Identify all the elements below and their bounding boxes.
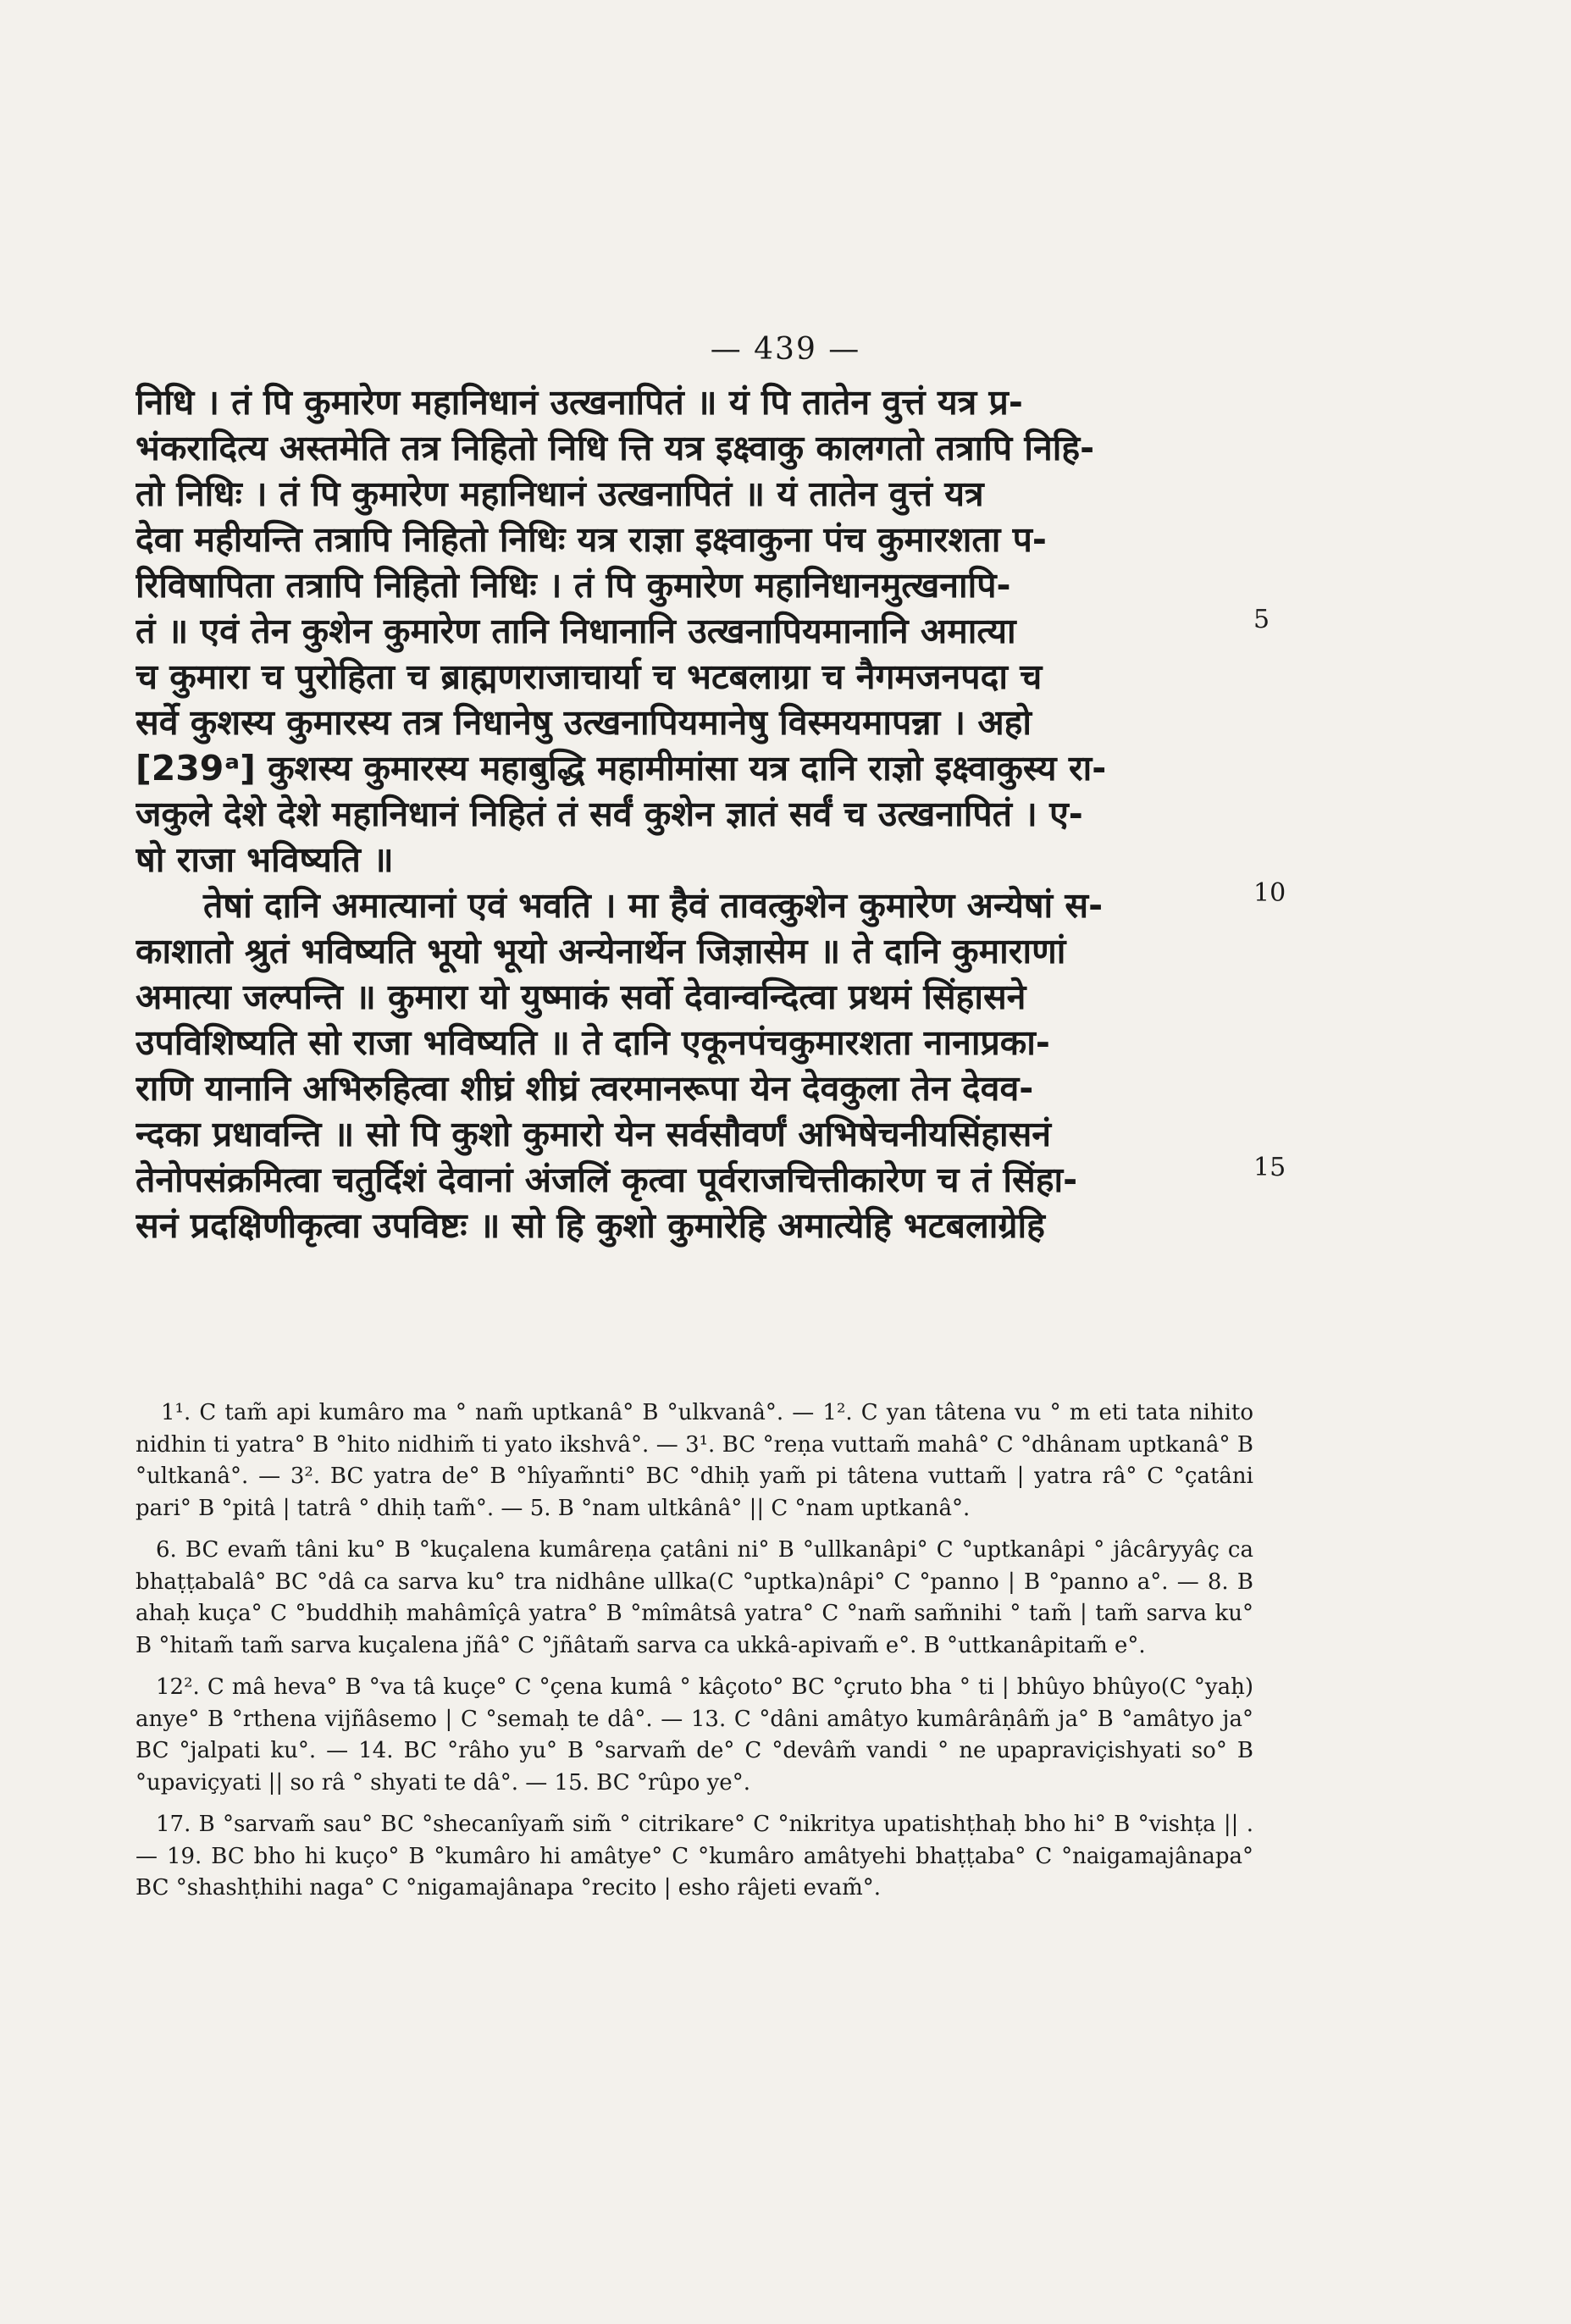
page-number: — 439 — (710, 332, 861, 367)
text-line: च कुमारा च पुरोहिता च ब्राह्मणराजाचार्या च भटबलाग्रा च नैगमजनपदा च (136, 656, 1043, 697)
text-line: राणि यानानि अभिरुहित्वा शीघ्रं शीघ्रं त्वरमानरूपा येन देवकुला तेन देवव- (136, 1068, 1034, 1109)
text-line: तो निधिः । तं पि कुमारेण महानिधानं उत्खनापितं ॥ यं तातेन वुत्तं यत्र (136, 473, 984, 514)
text-line: सनं प्रदक्षिणीकृत्वा उपविष्टः ॥ सो हि कुशो कुमारेहि अमात्येहि भटबलाग्रेहि (136, 1205, 1045, 1246)
text-line: जकुले देशे देशे महानिधानं निहितं तं सर्वं कुशेन ज्ञातं सर्वं च उत्खनापितं । ए- (136, 794, 1083, 834)
text-line: सर्वे कुशस्य कुमारस्य तत्र निधानेषु उत्खनापियमानेषु विस्मयमापन्ना । अहो (136, 702, 1032, 743)
footnote-paragraph: 12². C mâ heva° B °va tâ kuçe° C °çena kumâ ° kâçoto° BC °çruto bha ° ti | bhûyo bhûyo(C °yaḥ) anye° B °rthena vijñâsemo | C °semaḥ te dâ°. — 13. C °dâni amâtyo kumârâṇâm̃ ja° B °amâtyo ja° BC °jalpati ku°. — 14. BC °râho yu° B °sarvam̃ de° C °devâm̃ vandi ° ne upapraviçishyati so° B °upaviçyati || so râ ° shyati te dâ°. — 15. BC °rûpo ye°. (136, 1674, 1253, 1796)
text-line: [239ᵃ] कुशस्य कुमारस्य महाबुद्धि महामीमांसा यत्र दानि राज्ञो इक्ष्वाकुस्य रा- (136, 748, 1107, 788)
text-line: न्दका प्रधावन्ति ॥ सो पि कुशो कुमारो येन सर्वसौवर्णं अभिषेचनीयसिंहासनं (136, 1114, 1052, 1154)
line-marker-15: 15 (1253, 1153, 1286, 1182)
text-line: देवा महीयन्ति तत्रापि निहितो निधिः यत्र राज्ञा इक्ष्वाकुना पंच कुमारशता प- (136, 519, 1047, 560)
text-line: अमात्या जल्पन्ति ॥ कुमारा यो युष्माकं सर्वो देवान्वन्दित्वा प्रथमं सिंहासने (136, 977, 1026, 1017)
footnote-paragraph: 6. BC evam̃ tâni ku° B °kuçalena kumâreṇa çatâni ni° B °ullkanâpi° C °uptkanâpi ° jâcâryyâç ca bhaṭṭabalâ° BC °dâ ca sarva ku° tra nidhâne ullka(C °uptka)nâpi° C °panno | B °panno a°. — 8. B ahaḥ kuça° C °buddhiḥ mahâmîçâ yatra° B °mîmâtsâ yatra° C °nam̃ sam̃nihi ° tam̃ | tam̃ sarva ku° B °hitam̃ tam̃ sarva kuçalena jñâ° C °jñâtam̃ sarva ca ukkâ-apivam̃ e°. B °uttkanâpitam̃ e°. (136, 1537, 1253, 1658)
footnotes (136, 1397, 1253, 1915)
text-line: निधि । तं पि कुमारेण महानिधानं उत्खनापितं ॥ यं पि तातेन वुत्तं यत्र प्र- (136, 382, 1023, 423)
line-marker-10: 10 (1253, 878, 1286, 908)
footnote-paragraph: 17. B °sarvam̃ sau° BC °shecanîyam̃ sim̃ ° citrikare° C °nikritya upatishṭhaḥ bho hi° B °vishṭa || . — 19. BC bho hi kuço° B °kumâro hi amâtye° C °kumâro amâtyehi bhaṭṭaba° C °naigamajânapa° BC °shashṭhihi naga° C °nigamajânapa °recito | esho râjeti evam̃°. (136, 1812, 1253, 1901)
line-marker-5: 5 (1253, 605, 1270, 634)
footnote-paragraph: 1¹. C tam̃ api kumâro ma ° nam̃ uptkanâ° B °ulkvanâ°. — 1². C yan tâtena vu ° m eti tata nihito nidhin ti yatra° B °hito nidhim̃ ti yato ikshvâ°. — 3¹. BC °reṇa vuttam̃ mahâ° C °dhânam uptkanâ° B °ultkanâ°. — 3². BC yatra de° B °hîyam̃nti° BC °dhiḥ yam̃ pi tâtena vuttam̃ | yatra râ° C °çatâni pari° B °pitâ | tatrâ ° dhiḥ tam̃°. — 5. B °nam ultkânâ° || C °nam uptkanâ°. (136, 1400, 1253, 1521)
text-line: तं ॥ एवं तेन कुशेन कुमारेण तानि निधानानि उत्खनापियमानानि अमात्या (136, 611, 1016, 651)
text-line: षो राजा भविष्यति ॥ (136, 839, 394, 880)
main-text-block (136, 379, 1236, 1248)
text-line: काशातो श्रुतं भविष्यति भूयो भूयो अन्येनार्थेन जिज्ञासेम ॥ ते दानि कुमाराणां (136, 931, 1066, 971)
text-line: उपविशिष्यति सो राजा भविष्यति ॥ ते दानि एकूनपंचकुमारशता नानाप्रका- (136, 1022, 1050, 1063)
text-line: तेषां दानि अमात्यानां एवं भवति । मा हैवं तावत्कुशेन कुमारेण अन्येषां स- (203, 885, 1104, 926)
text-line: रिविषापिता तत्रापि निहितो निधिः । तं पि कुमारेण महानिधानमुत्खनापि- (136, 565, 1011, 606)
text-line: तेनोपसंक्रमित्वा चतुर्दिशं देवानां अंजलिं कृत्वा पूर्वराजचित्तीकारेण च तं सिंहा- (136, 1159, 1078, 1200)
text-line: भंकरादित्य अस्तमेति तत्र निहितो निधि त्ति यत्र इक्ष्वाकु कालगतो तत्रापि निहि- (136, 428, 1095, 468)
